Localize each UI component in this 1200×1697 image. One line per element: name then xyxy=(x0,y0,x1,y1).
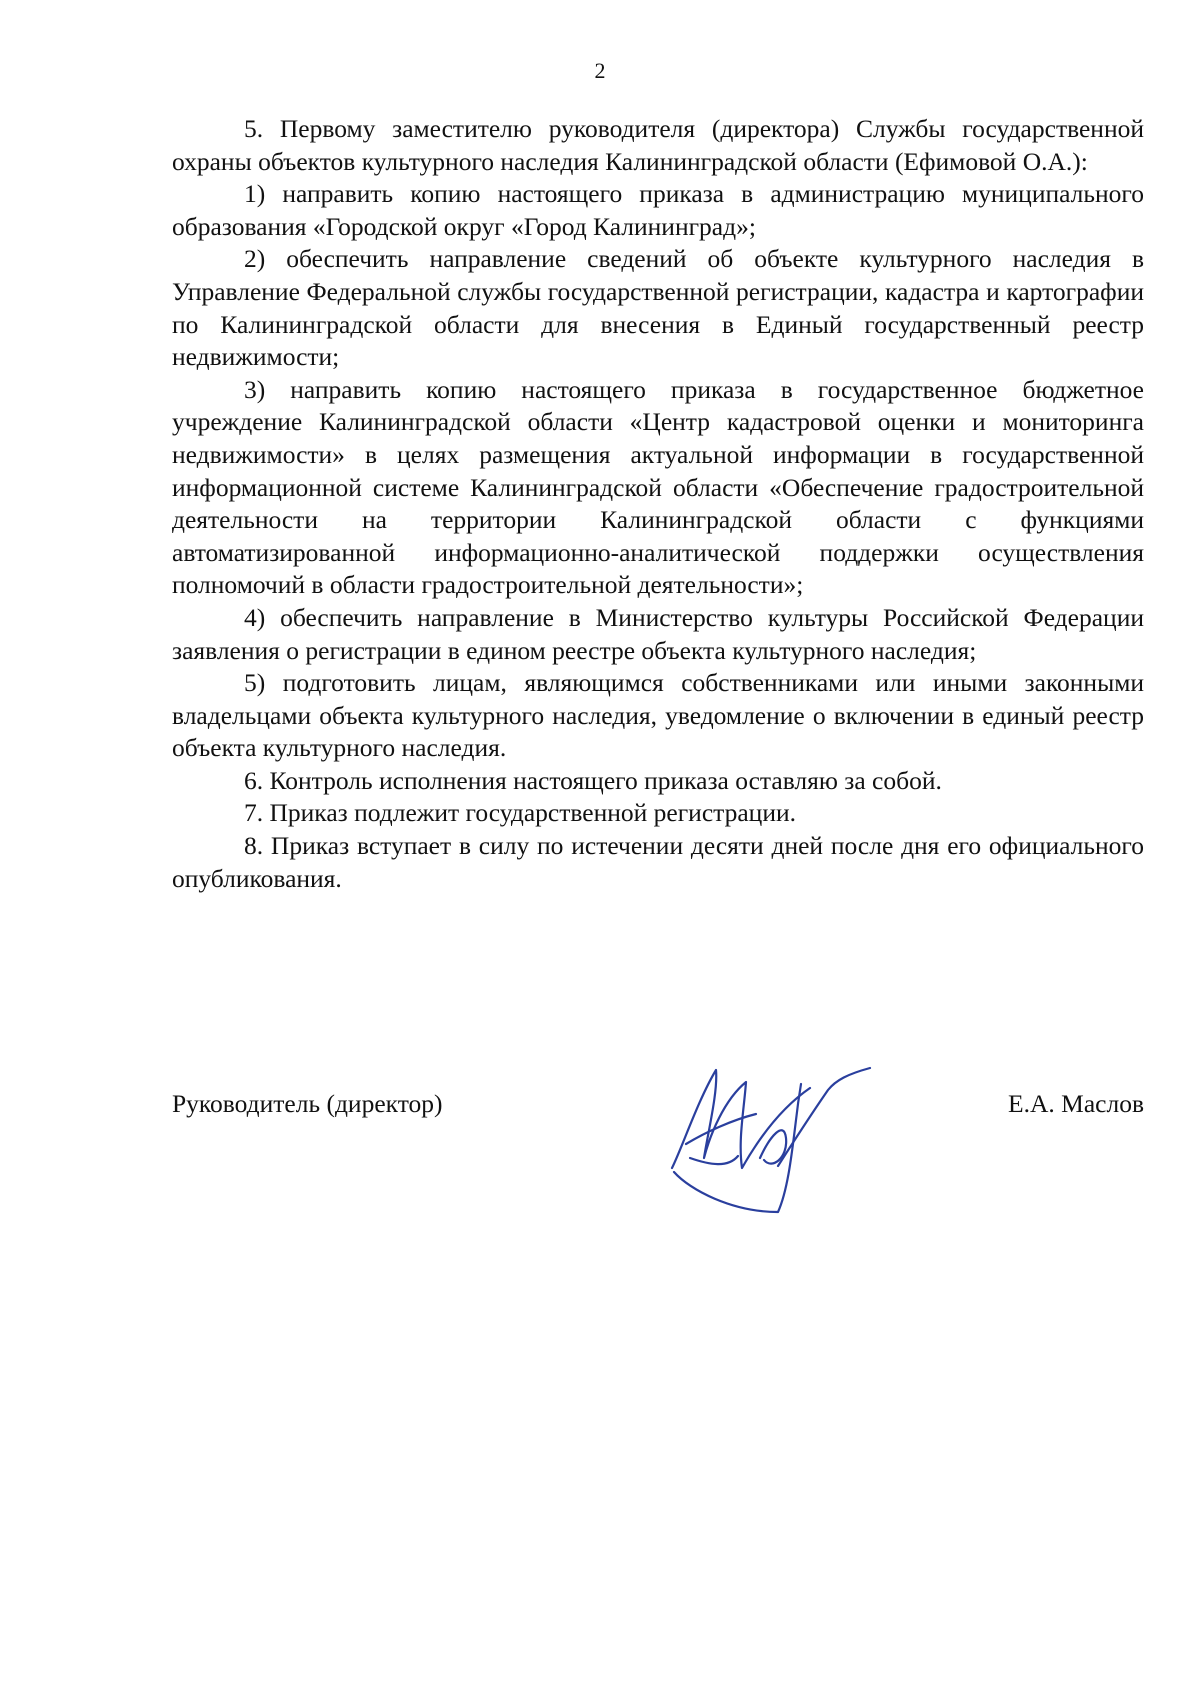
paragraph-item-7: 7. Приказ подлежит государственной регистрации. xyxy=(244,798,796,828)
signature-stroke xyxy=(686,1114,756,1144)
document-body xyxy=(172,113,1144,895)
paragraph-item-5: 5. Первому заместителю руководителя (директора) Службы государственной охраны объектов культурного наследия Калининградской области (Ефимовой О.А.): xyxy=(172,114,1144,176)
paragraph-subitem-5: 5) подготовить лицам, являющимся собственниками или иными законными владельцами объекта культурного наследия, уведомление о включении в единый реестр объекта культурного наследия. xyxy=(172,668,1144,763)
paragraph-subitem-1: 1) направить копию настоящего приказа в администрацию муниципального образования «Городской округ «Город Калининград»; xyxy=(172,179,1144,241)
page-number: 2 xyxy=(594,58,606,83)
signer-position-title: Руководитель (директор) xyxy=(172,1089,443,1118)
paragraph-item-8: 8. Приказ вступает в силу по истечении десяти дней после дня его официального опубликования. xyxy=(172,831,1144,893)
paragraph-subitem-3: 3) направить копию настоящего приказа в государственное бюджетное учреждение Калининградской области «Центр кадастровой оценки и мониторинга недвижимости» в целях размещения актуальной информации в государственной информационной системе Калининградской области «Обеспечение градостроительной деятельности на территории Калининградской области с функциями автоматизированной информационно-аналитической поддержки осуществления полномочий в области градостроительной деятельности»; xyxy=(172,374,1144,600)
paragraph-subitem-2: 2) обеспечить направление сведений об объекте культурного наследия в Управление Федеральной службы государственной регистрации, кадастра и картографии по Калининградской области для внесения в Единый государственный реестр недвижимости; xyxy=(172,244,1144,372)
signer-name: Е.А. Маслов xyxy=(1008,1089,1144,1118)
paragraph-item-6: 6. Контроль исполнения настоящего приказа оставляю за собой. xyxy=(244,765,942,795)
signature-row xyxy=(172,1088,1144,1128)
signature-stroke xyxy=(674,1084,801,1212)
paragraph-subitem-4: 4) обеспечить направление в Министерство культуры Российской Федерации заявления о регистрации в едином реестре объекта культурного наследия; xyxy=(172,602,1144,665)
signature-stroke xyxy=(690,1156,738,1164)
handwritten-signature xyxy=(660,1040,880,1215)
